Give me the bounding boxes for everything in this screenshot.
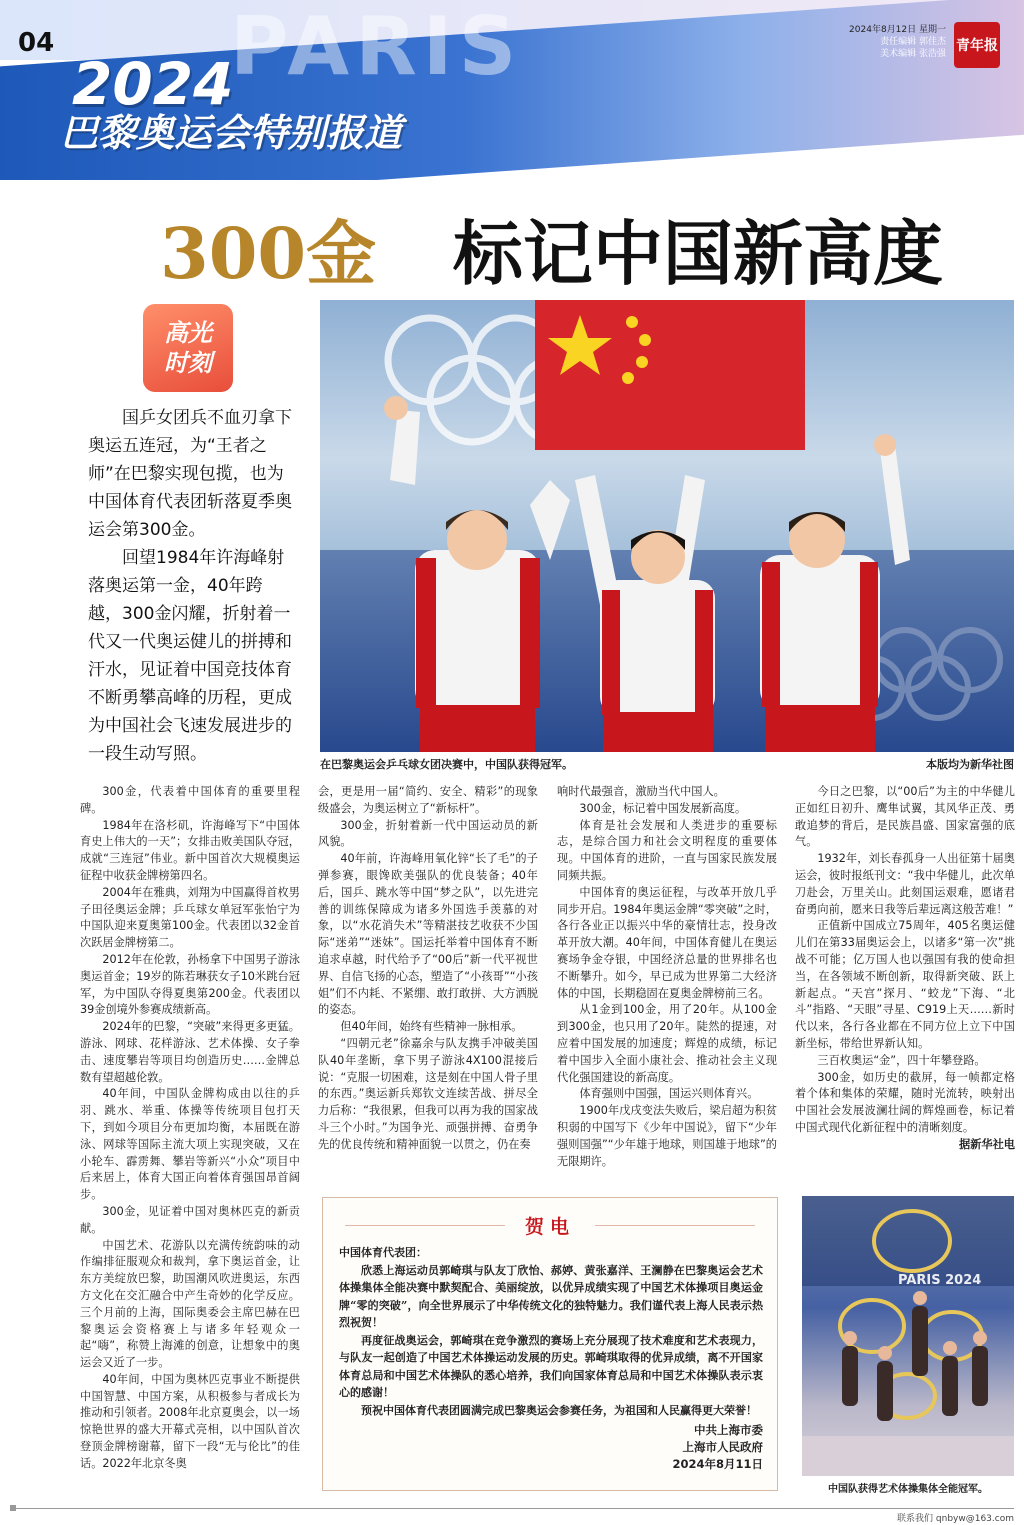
telegram-recipient: 中国体育代表团： — [339, 1246, 427, 1259]
paris-2024-banner: PARIS 2024 — [898, 1273, 982, 1288]
article-column-2 — [318, 784, 538, 1154]
article-paragraph: 1984年在洛杉矶，许海峰写下“中国体育史上伟大的一天”；女排击败美国队夺冠，成就“三连冠”伟业。新中国首次大规模奥运征程中收获金牌榜第四名。 — [80, 818, 300, 882]
article-paragraph: 300金，标记着中国发展新高度。 — [579, 801, 747, 815]
footer-rule — [10, 1508, 1014, 1509]
article-paragraph: 会，更是用一届“简约、安全、精彩”的现象级盛会，为奥运树立了“新标杆”。 — [318, 785, 538, 815]
photo-caption-bar — [320, 756, 1014, 774]
article-paragraph: 40年前，许海峰用氧化锌“长了毛”的子弹参赛，眼馋欧美强队的优良装备；40年后，国乒、跳水等中国“梦之队”，以先进完善的训练保障成为诸多外国选手羡慕的对象，以“水花消失术”等精湛技艺收获不少国际“迷弟”“迷妹”。国运托举着中国体育不断追求卓越，时代给予了“00后”新一代平视世界、自信飞扬的心态，塑造了“小孩哥”“小孩姐”们不内耗、不紧绷、敢打敢拼、大方洒脱的姿态。 — [318, 852, 538, 1017]
article-paragraph: 2024年的巴黎，“突破”来得更多更猛。游泳、网球、花样游泳、艺术体操、女子拳击、速度攀岩等项目均创造历史……金牌总数有望超越伦敦。 — [80, 1020, 300, 1084]
footer-contact: 联系我们 qnbyw@163.com — [897, 1514, 1014, 1524]
article-paragraph: 300金，代表着中国体育的重要里程碑。 — [80, 785, 300, 815]
newspaper-logo: 青年报 — [954, 22, 1000, 68]
article-paragraph: 40年间，中国为奥林匹克事业不断提供中国智慧、中国方案，从积极参与者成长为推动和引领者。2008年北京夏奥会，以一场惊艳世界的盛大开幕式亮相，以中国队首次登顶金牌榜谢幕，留下一段“无与伦比”的佳话。2022年北京冬奥 — [80, 1372, 300, 1470]
article-paragraph: 1900年戊戌变法失败后，梁启超为积贫积弱的中国写下《少年中国说》，留下“少年强则国强”“少年雄于地球，则国雄于地球”的无限期许。 — [557, 1104, 777, 1168]
intro-text — [88, 404, 296, 768]
masthead-info — [849, 24, 946, 60]
header-banner — [0, 0, 1024, 180]
issue-date: 2024年8月12日 星期一 — [849, 25, 946, 35]
article-paragraph: “四朝元老”徐嘉余与队友携手冲破美国队40年垄断，拿下男子游泳4X100混接后说：“克服一切困难，这是刻在中国人骨子里的东西。”奥运新兵郑钦文连续苦战、拼尽全力后称：“我很累，但我可以再为我的国家战斗三个小时。”为国争光、顽强拼搏、奋勇争先的优良传统和精神面貌一以贯之，仍在奏 — [318, 1036, 538, 1151]
telegram-date: 2024年8月11日 — [672, 1457, 763, 1471]
art-editor-line: 美术编辑 张浩强 — [880, 49, 946, 59]
china-flag — [535, 300, 805, 450]
paris-watermark: PARIS — [230, 0, 523, 93]
article-paragraph: 今日之巴黎，以“00后”为主的中华健儿正如红日初升、鹰隼试翼，其风华正茂、勇敢追梦的背后，是民族昌盛、国家富强的底气。 — [795, 785, 1015, 849]
article-paragraph: 体育强则中国强，国运兴则体育兴。 — [579, 1087, 759, 1101]
telegram-paragraph: 欣悉上海运动员郭崎琪与队友丁欣怡、郝婷、黄张嘉洋、王澜静在巴黎奥运会艺术体操集体全能决赛中默契配合、美丽绽放，以优异成绩实现了中国艺术体操项目奥运金牌“零的突破”，向全世界展示了中华传统文化的独特魅力。我们谨代表上海人民表示热烈祝贺！ — [339, 1263, 763, 1329]
article-paragraph: 中国体育的奥运征程，与改革开放几乎同步开启。1984年奥运金牌“零突破”之时，各行各业正以振兴中华的豪情壮志，投身改革开放大潮。40年间，中国体育健儿在奥运赛场争金夺银，中国经济总量的世界排名也不断攀升。如今，早已成为世界第二大经济体的中国，长期稳固在夏奥金牌榜前三名。 — [557, 885, 777, 1000]
article-paragraph: 2012年在伦敦，孙杨拿下中国男子游泳奥运首金；19岁的陈若琳获女子10米跳台冠军，为中国队夺得夏奥第200金。代表团以39金创境外参赛成绩新高。 — [80, 952, 300, 1017]
table-tennis-podium-illustration — [320, 300, 1014, 752]
intro-paragraph: 回望1984年许海峰射落奥运第一金，40年跨越，300金闪耀，折射着一代又一代奥运健儿的拼搏和汗水，见证着中国竞技体育不断勇攀高峰的历程，更成为中国社会飞速发展进步的一段生动写照。 — [88, 548, 292, 764]
signer: 上海市人民政府 — [682, 1440, 763, 1454]
article-paragraph: 2004年在雅典，刘翔为中国赢得首枚男子田径奥运金牌；乒乓球女单冠军张怡宁为中国队迎来夏奥第100金。代表团以32金首次跃居金牌榜第二。 — [80, 885, 300, 950]
article-paragraph: 响时代最强音，激励当代中国人。 — [557, 785, 725, 798]
article-paragraph: 40年间，中国队金牌构成由以往的乒羽、跳水、举重、体操等传统项目包打天下，到如今项目分布更加均衡，本届既在游泳、网球等国际主流大项上实现突破，又在小轮车、霹雳舞、攀岩等新兴“小众”项目中后来居上，体育大国正向着体育强国昂首阔步。 — [80, 1087, 300, 1202]
banner-year: 2024 — [72, 50, 234, 118]
article-byline: 据新华社电 — [959, 1137, 1015, 1151]
congratulatory-telegram — [322, 1197, 778, 1491]
article-paragraph: 300金，见证着中国对奥林匹克的新贡献。 — [80, 1204, 300, 1235]
footer-marker — [10, 1505, 16, 1511]
article-paragraph: 1932年，刘长春孤身一人出征第十届奥运会，彼时报纸刊文：“我中华健儿，此次单刀赴会，万里关山。此刻国运艰难，愿诸君奋勇向前，愿来日我等后辈远离这般苦难！” — [795, 852, 1015, 916]
article-paragraph: 三百枚奥运“金”，四十年攀登路。 — [817, 1053, 986, 1067]
article-paragraph: 300金，折射着新一代中国运动员的新风貌。 — [318, 818, 538, 849]
article-paragraph: 从1金到100金，用了20年。从100金到300金，也只用了20年。陡然的提速，对应着中国发展的加速度；辉煌的成绩，标记着中国步入全面小康社会、推动社会主义现代化强国建设的新高度。 — [557, 1003, 777, 1084]
gymnastics-photo — [802, 1196, 1014, 1476]
photo-credit: 本版均为新华社图 — [926, 758, 1014, 771]
telegram-paragraph: 再度征战奥运会，郭崎琪在竞争激烈的赛场上充分展现了技术难度和艺术表现力，与队友一起创造了中国艺术体操运动发展的历史。郭崎琪取得的优异成绩，离不开国家体育总局和中国艺术体操队的悉心培养，我们向国家体育总局和中国艺术体操队表示衷心的感谢！ — [339, 1333, 763, 1399]
photo-caption: 在巴黎奥运会乒乓球女团决赛中，中国队获得冠军。 — [320, 758, 573, 771]
article-paragraph: 但40年间，始终有些精神一脉相承。 — [340, 1020, 523, 1034]
article-paragraph: 300金，如历史的截屏，每一帧都定格着个体和集体的荣耀，随时光流转，映射出中国社会发展波澜壮阔的辉煌画卷，标记着中国式现代化新征程中的清晰刻度。 — [795, 1070, 1015, 1134]
article-paragraph: 正值新中国成立75周年，405名奥运健儿们在第33届奥运会上，以诸多“第一次”挑战不可能；亿万国人也以强国有我的使命担当，在各领域不断创新，取得新突破、跃上新起点。“天宫”探月、“蛟龙”下海、“北斗”指路、“天眼”寻星、C919上天……新时代以来，各行各业都在不同方位上立下中国新坐标，带给世界新认知。 — [795, 919, 1015, 1050]
telegram-paragraph: 预祝中国体育代表团圆满完成巴黎奥运会参赛任务，为祖国和人民赢得更大荣誉！ — [361, 1403, 757, 1417]
intro-paragraph: 国乒女团兵不血刃拿下奥运五连冠，为“王者之师”在巴黎实现包揽，也为中国体育代表团斩落夏季奥运会第300金。 — [88, 408, 292, 540]
telegram-title: 贺电 — [524, 1216, 575, 1238]
telegram-body — [339, 1244, 763, 1419]
article-column-3 — [557, 784, 777, 1170]
article-column-1 — [80, 784, 300, 1473]
signer: 中共上海市委 — [694, 1423, 763, 1437]
gymnastics-caption: 中国队获得艺术体操集体全能冠军。 — [828, 1484, 988, 1495]
main-photo — [320, 300, 1014, 752]
editor-line: 责任编辑 郭佳杰 — [880, 37, 946, 47]
headline — [160, 198, 943, 299]
rhythmic-gymnastics-illustration — [802, 1196, 1014, 1476]
series-title: 巴黎奥运会特别报道 — [60, 111, 403, 155]
headline-gold: 300金 — [160, 212, 377, 295]
article-paragraph: 体育是社会发展和人类进步的重要标志，是综合国力和社会文明程度的重要体现。中国体育的进阶，一直与国家民族发展同频共振。 — [557, 818, 777, 882]
page-number: 04 — [18, 28, 55, 58]
article-column-4 — [795, 784, 1015, 1154]
article-paragraph: 中国艺术、花游队以充满传统韵味的动作编排征服观众和裁判，拿下奥运首金，让东方美绽放巴黎，助国潮风吹进奥运，东西方文化在交汇融合中产生奇妙的化学反应。三个月前的上海，国际奥委会主席巴赫在巴黎奥运会资格赛上与诸多年轻观众一起“嗨”，称赞上海滩的创意，让想象中的奥运会又近了一步。 — [80, 1238, 300, 1370]
badge-line-1: 高光 — [164, 319, 212, 347]
badge-line-2: 时刻 — [164, 349, 212, 377]
telegram-signature — [672, 1422, 763, 1473]
highlight-badge — [143, 304, 233, 392]
headline-main: 标记中国新高度 — [452, 212, 943, 295]
gymnast-figure — [842, 1306, 988, 1421]
